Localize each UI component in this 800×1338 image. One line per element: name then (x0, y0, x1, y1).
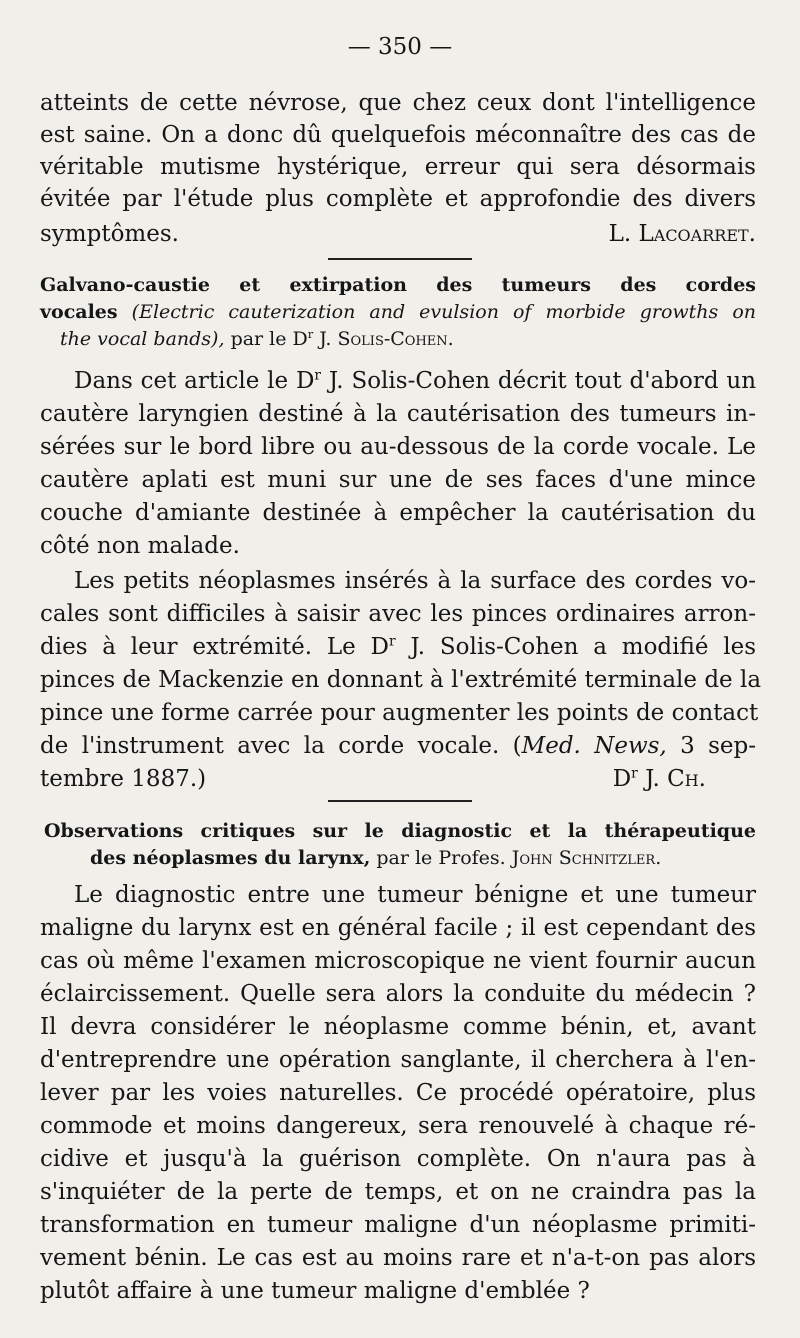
text-line: symptômes. (40, 221, 179, 247)
signature: $D^r$ J. Ch. (612, 765, 706, 792)
article-title-line (90, 845, 661, 871)
text-line: cales sont difficiles à saisir avec les pinces ordinaires arron- (40, 601, 756, 627)
text-line: lever par les voies naturelles. Ce procédé opératoire, plus (40, 1080, 756, 1106)
text-line: Il devra considérer le néoplasme comme bénin, et, avant (40, 1014, 756, 1040)
article-title-line (40, 299, 756, 325)
byline-author: J. Solis-Cohen. (319, 328, 454, 350)
page-number: — 350 — (347, 34, 453, 60)
byline-dr: $D^r$ (292, 327, 314, 350)
text-line: dies à leur extrémité. Le $D^r$ J. Solis-Cohen a modifié les (40, 633, 756, 660)
text-line: atteints de cette névrose, que chez ceux dont l'intelligence (40, 90, 756, 116)
journal-citation: Med. News, (521, 733, 667, 759)
text-line: éclaircissement. Quelle sera alors la conduite du médecin ? (40, 981, 756, 1007)
article-title-translation: (Electric cauterization and evulsion of morbide growths on (131, 301, 756, 323)
text-line: maligne du larynx est en général facile ; il est cependant des (40, 915, 756, 941)
text-line: transformation en tumeur maligne d'un néoplasme primiti- (40, 1212, 756, 1238)
text-line: tembre 1887.) (40, 766, 207, 792)
article-title: Observations critiques sur le diagnostic et la thérapeutique (44, 820, 756, 842)
text-line: cas où même l'examen microscopique ne vient fournir aucun (40, 948, 756, 974)
text-line: d'entreprendre une opération sanglante, il cherchera à l'en- (40, 1047, 756, 1073)
text-line: pinces de Mackenzie en donnant à l'extrémité terminale de la (40, 667, 762, 693)
byline-author: John Schnitzler. (505, 847, 662, 869)
article-title-bold: vocales (40, 301, 118, 323)
text-line: couche d'amiante destinée à empêcher la cautérisation du (40, 500, 756, 526)
text-line: plutôt affaire à une tumeur maligne d'emblée ? (40, 1278, 590, 1304)
text-line: cidive et jusqu'à la guérison complète. On n'aura pas à (40, 1146, 756, 1172)
text-line: Les petits néoplasmes insérés à la surface des cordes vo- (74, 568, 756, 594)
section-divider (328, 258, 472, 260)
article-title-translation: the vocal bands), (60, 328, 225, 350)
text-line: évitée par l'étude plus complète et approfondie des divers (40, 186, 756, 212)
section-divider (328, 800, 472, 802)
article-title: Galvano-caustie et extirpation des tumeurs des cordes (40, 274, 756, 296)
text-line: s'inquiéter de la perte de temps, et on ne craindra pas la (40, 1179, 756, 1205)
text-line-with-signature (40, 764, 706, 794)
text-line: sérées sur le bord libre ou au-dessous de la corde vocale. Le (40, 434, 756, 460)
text-line: Dans cet article le $D^r$ J. Solis-Cohen décrit tout d'abord un (74, 367, 757, 394)
text-line-with-signature (40, 219, 756, 249)
text-line: pince une forme carrée pour augmenter les points de contact (40, 700, 759, 726)
text-line: Le diagnostic entre une tumeur bénigne et une tumeur (74, 882, 756, 908)
text-line: véritable mutisme hystérique, erreur qui sera désormais (40, 154, 756, 180)
signature: L. Lacoarret. (608, 221, 756, 247)
byline-par: par le (230, 328, 287, 350)
text-line: de l'instrument avec la corde vocale. (Med. News, 3 sep- (40, 733, 757, 759)
text-line: est saine. On a donc dû quelquefois méconnaître des cas de (40, 122, 756, 148)
article-title-line (60, 326, 454, 352)
text-line: côté non malade. (40, 533, 240, 559)
text-line: vement bénin. Le cas est au moins rare et n'a-t-on pas alors (40, 1245, 756, 1271)
text-line: commode et moins dangereux, sera renouvelé à chaque ré- (40, 1113, 756, 1139)
text-line: cautère aplati est muni sur une de ses faces d'une mince (40, 467, 756, 493)
article-title-bold: des néoplasmes du larynx, (90, 847, 371, 869)
text-line: cautère laryngien destiné à la cautérisation des tumeurs in- (40, 401, 756, 427)
byline-par: par le Profes. (370, 847, 506, 869)
